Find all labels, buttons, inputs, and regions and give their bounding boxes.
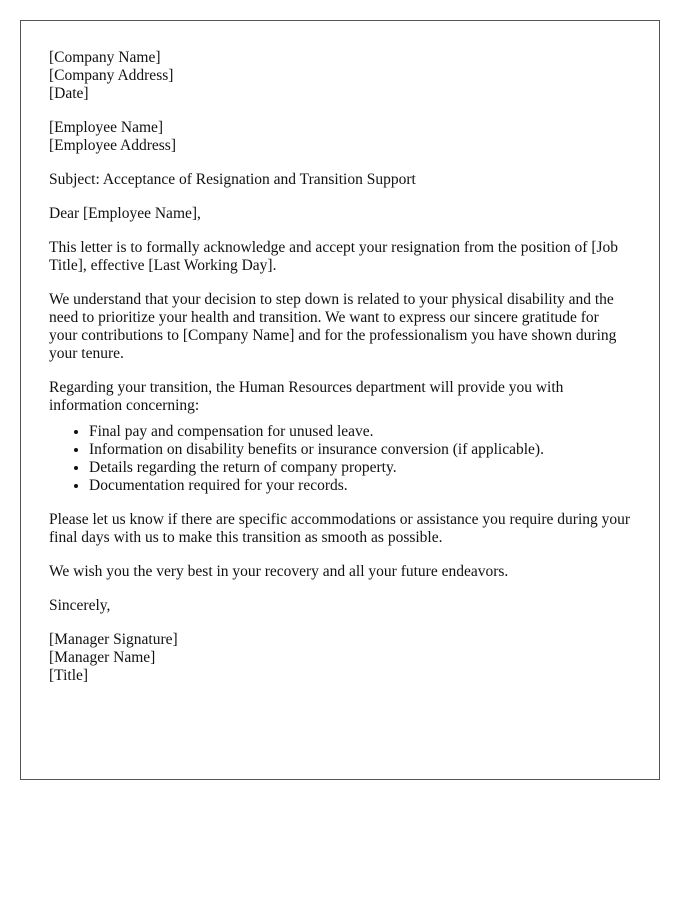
letter-page <box>20 20 660 780</box>
salutation: Dear [Employee Name], <box>49 205 201 222</box>
recipient-block <box>49 119 631 155</box>
list-item: • Details regarding the return of company property. <box>89 459 631 477</box>
sender-block <box>49 49 631 103</box>
manager-title: [Title] <box>49 667 89 684</box>
paragraph-acknowledgement: This letter is to formally acknowledge and accept your resignation from the position of [Job Title], effective [Last Working Day]. <box>49 239 619 274</box>
signoff: Sincerely, <box>49 597 111 614</box>
paragraph-accommodations: Please let us know if there are specific accommodations or assistance you require during your final days with us to make this transition as smooth as possible. <box>49 511 631 546</box>
list-item: • Information on disability benefits or insurance conversion (if applicable). <box>89 441 631 459</box>
transition-list <box>49 423 631 495</box>
paragraph-transition: Regarding your transition, the Human Resources department will provide you with information concerning: <box>49 379 564 414</box>
manager-signature: [Manager Signature] <box>49 631 178 648</box>
company-address: [Company Address] <box>49 67 174 84</box>
subject-line: Subject: Acceptance of Resignation and Transition Support <box>49 171 416 188</box>
employee-name: [Employee Name] <box>49 119 164 136</box>
list-item: • Documentation required for your records. <box>89 477 631 495</box>
letter-date: [Date] <box>49 85 89 102</box>
manager-name: [Manager Name] <box>49 649 156 666</box>
list-item: • Final pay and compensation for unused leave. <box>89 423 631 441</box>
company-name: [Company Name] <box>49 49 161 66</box>
paragraph-gratitude: We understand that your decision to step down is related to your physical disability and the need to prioritize your health and transition. We want to express our sincere gratitude for your contributions to [Company Name] and for the professionalism you have shown during your tenure. <box>49 291 617 362</box>
paragraph-well-wishes: We wish you the very best in your recovery and all your future endeavors. <box>49 563 509 580</box>
signature-block <box>49 631 631 685</box>
employee-address: [Employee Address] <box>49 137 176 154</box>
